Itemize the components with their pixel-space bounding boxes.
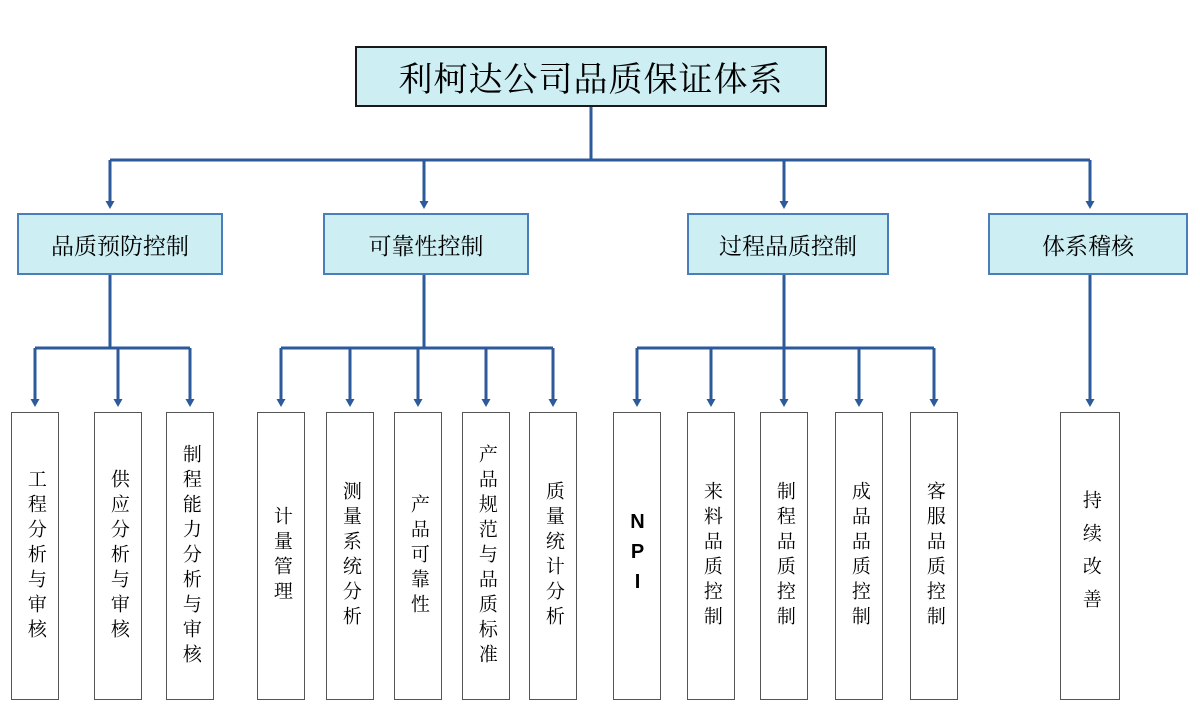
leaf-node-measurement-system-analysis: 测量系统分析 (326, 412, 374, 700)
leaf-node-metrology-management: 计量管理 (257, 412, 305, 700)
leaf-node-finished-goods-quality-control: 成品品质控制 (835, 412, 883, 700)
root-node: 利柯达公司品质保证体系 (355, 46, 827, 107)
leaf-node-engineering-analysis: 工程分析与审核 (11, 412, 59, 700)
leaf-node-quality-statistics-analysis: 质量统计分析 (529, 412, 577, 700)
leaf-node-supplier-analysis: 供应分析与审核 (94, 412, 142, 700)
leaf-node-customer-service-quality-control: 客服品质控制 (910, 412, 958, 700)
branch-node-system-audit: 体系稽核 (988, 213, 1188, 275)
leaf-node-product-spec-standard: 产品规范与品质标准 (462, 412, 510, 700)
leaf-node-incoming-quality-control: 来料品质控制 (687, 412, 735, 700)
leaf-node-npi: NPI (613, 412, 661, 700)
branch-node-process-quality: 过程品质控制 (687, 213, 889, 275)
branch-node-quality-prevention: 品质预防控制 (17, 213, 223, 275)
leaf-node-process-capability-analysis: 制程能力分析与审核 (166, 412, 214, 700)
leaf-node-continuous-improvement: 持续改善 (1060, 412, 1120, 700)
leaf-node-process-quality-control: 制程品质控制 (760, 412, 808, 700)
leaf-node-product-reliability: 产品可靠性 (394, 412, 442, 700)
branch-node-reliability: 可靠性控制 (323, 213, 529, 275)
